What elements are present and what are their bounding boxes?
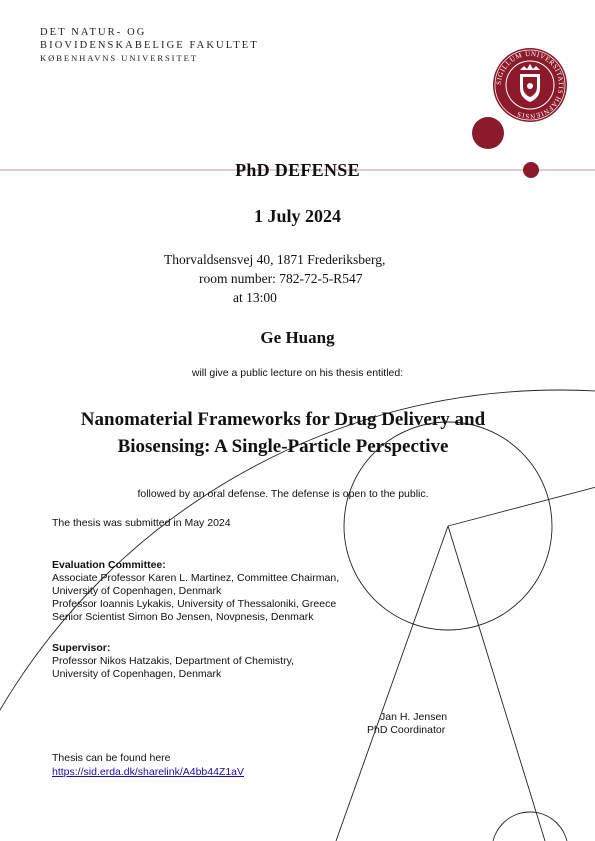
room-number: room number: 782-72-5-R547 [199,271,363,286]
seal-text: SIGILLUM UNIVERSITATIS HAFNIENSIS [494,49,566,121]
followed-note: followed by an oral defense. The defense is open to the public. [137,488,429,500]
address: Thorvaldsensvej 40, 1871 Frederiksberg, [164,252,386,267]
defense-date: 1 July 2024 [253,206,341,226]
lecture-note: will give a public lecture on his thesis entitled: [191,367,404,379]
candidate-name: Ge Huang [260,328,335,347]
committee-member-line: Associate Professor Karen L. Martinez, Committee Chairman, [52,572,340,584]
bottom-circle [492,812,568,841]
coordinator-name: Jan H. Jensen [380,711,448,723]
committee-heading: Evaluation Committee: [52,559,166,571]
committee-member-line: Professor Ioannis Lykakis, University of Thessaloniki, Greece [52,598,337,610]
supervisor-line: Professor Nikos Hatzakis, Department of Chemistry, [52,655,294,667]
thesis-title-line-2: Biosensing: A Single-Particle Perspective [117,436,449,457]
university-name: KØBENHAVNS UNIVERSITET [40,53,198,63]
university-seal [493,48,567,122]
large-accent-dot [472,117,504,149]
geometric-line-c [336,526,448,841]
geometric-line-b [448,526,545,841]
supervisor-line: University of Copenhagen, Denmark [52,668,222,680]
committee-member-line: Senior Scientist Simon Bo Jensen, Novpnesis, Denmark [52,611,314,623]
faculty-line-2: BIOVIDENSKABELIGE FAKULTET [40,40,259,51]
coordinator-role: PhD Coordinator [367,724,446,736]
committee-member-line: University of Copenhagen, Denmark [52,585,222,597]
defense-time: at 13:00 [233,290,277,305]
committee-section [52,559,339,624]
supervisor-heading: Supervisor: [52,642,111,654]
thesis-link-label: Thesis can be found here [52,752,171,764]
thesis-title-line-1: Nanomaterial Frameworks for Drug Delivery and [80,409,486,430]
page-title: PhD DEFENSE [235,160,360,180]
faculty-line-1: DET NATUR- OG [40,27,147,38]
submitted-note: The thesis was submitted in May 2024 [52,517,231,529]
thesis-link[interactable]: https://sid.erda.dk/sharelink/A4bb44Z1aV [52,766,245,778]
thesis-title [0,406,566,460]
faculty-header [40,26,259,65]
supervisor-section [52,642,294,681]
